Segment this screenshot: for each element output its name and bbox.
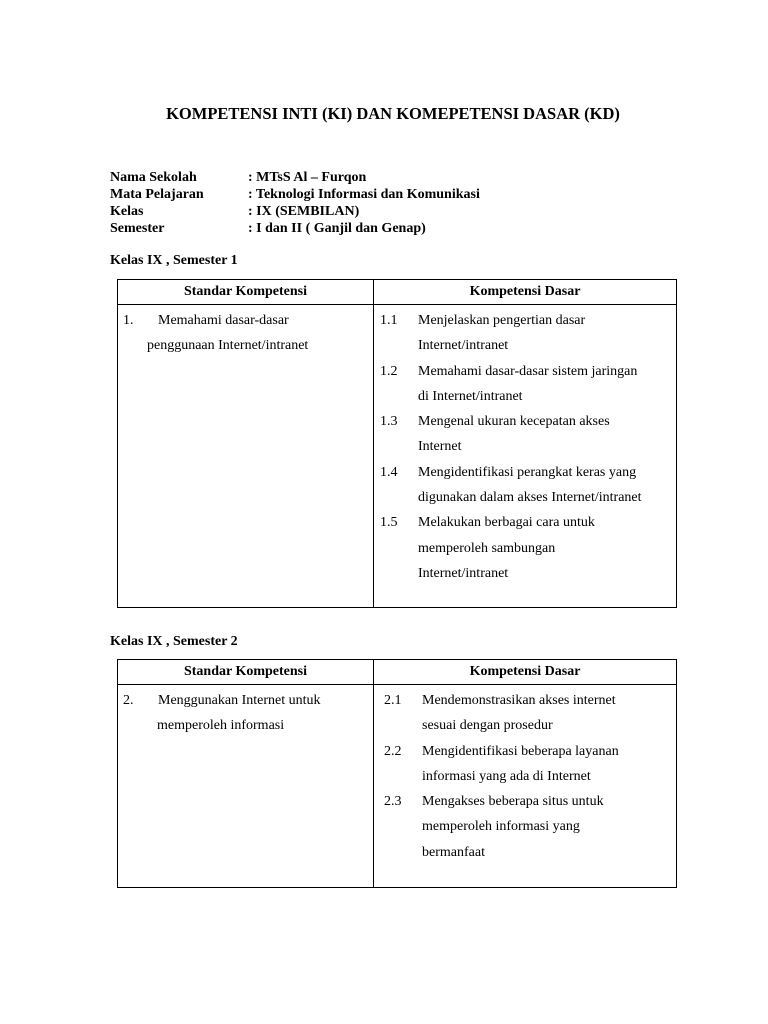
list-item	[380, 460, 676, 485]
meta-row-semester	[110, 220, 480, 237]
table-row	[118, 685, 677, 888]
header-standar-kompetensi: Standar Kompetensi	[118, 660, 374, 685]
kd-text: sesuai dengan prosedur	[422, 718, 553, 734]
semester-1-table	[117, 279, 677, 608]
kd-text: Internet/intranet	[418, 338, 509, 354]
sk-line: penggunaan Internet/intranet	[147, 338, 309, 353]
kd-text: Mengidentifikasi beberapa layanan	[422, 743, 619, 759]
list-item	[380, 308, 676, 333]
sk-line: memperoleh informasi	[157, 718, 285, 733]
sk-text: Menggunakan Internet untuk	[158, 693, 321, 708]
semester-2-table	[117, 659, 677, 888]
list-item	[380, 359, 676, 384]
list-item	[384, 739, 676, 764]
meta-row-school	[110, 169, 480, 186]
header-kompetensi-dasar: Kompetensi Dasar	[374, 660, 677, 685]
kd-text: Mengakses beberapa situs untuk	[422, 794, 604, 810]
list-item	[380, 409, 676, 434]
kd-text: Melakukan berbagai cara untuk	[418, 515, 595, 531]
standar-kompetensi-cell	[118, 685, 374, 888]
meta-value: : MTsS Al – Furqon	[248, 170, 367, 185]
kd-number: 1.5	[380, 515, 398, 531]
header-standar-kompetensi: Standar Kompetensi	[118, 280, 374, 305]
header-kompetensi-dasar: Kompetensi Dasar	[374, 280, 677, 305]
kd-text: Menjelaskan pengertian dasar	[418, 313, 586, 328]
kd-text: Mengenal ukuran kecepatan akses	[418, 414, 610, 430]
kd-number: 2.2	[384, 743, 402, 759]
meta-row-class	[110, 203, 480, 220]
kd-text: digunakan dalam akses Internet/intranet	[418, 490, 642, 506]
sk-text: Memahami dasar-dasar	[158, 313, 289, 328]
table-header-row	[118, 660, 677, 685]
kd-text: Memahami dasar-dasar sistem jaringan	[418, 363, 638, 379]
kd-text: Mengidentifikasi perangkat keras yang	[418, 464, 637, 480]
meta-value: : I dan II ( Ganjil dan Genap)	[248, 221, 426, 236]
list-item	[380, 510, 676, 535]
kd-text: informasi yang ada di Internet	[422, 768, 591, 784]
list-item	[384, 789, 676, 814]
meta-label: Kelas	[110, 204, 144, 219]
meta-value: : Teknologi Informasi dan Komunikasi	[248, 187, 480, 202]
meta-row-subject	[110, 186, 480, 203]
kd-text: di Internet/intranet	[418, 388, 523, 404]
kd-number: 1.2	[380, 363, 398, 379]
kd-text: bermanfaat	[422, 844, 485, 860]
semester-2-label: Kelas IX , Semester 2	[110, 634, 238, 649]
kd-number: 1.3	[380, 414, 398, 430]
semester-1-label: Kelas IX , Semester 1	[110, 253, 238, 268]
list-item	[384, 688, 676, 713]
sk-number: 1.	[123, 313, 134, 328]
meta-label: Nama Sekolah	[110, 170, 197, 185]
document-title: KOMPETENSI INTI (KI) DAN KOMEPETENSI DASAR (KD)	[166, 104, 620, 123]
kompetensi-dasar-cell	[374, 305, 677, 608]
meta-label: Mata Pelajaran	[110, 187, 204, 202]
kd-number: 2.1	[384, 693, 402, 708]
school-info	[110, 169, 480, 237]
kd-text: memperoleh sambungan	[418, 540, 556, 556]
kd-text: memperoleh informasi yang	[422, 819, 580, 835]
sk-line	[123, 308, 373, 333]
table-header-row	[118, 280, 677, 305]
sk-number: 2.	[123, 693, 134, 708]
kd-text: Internet/intranet	[418, 565, 509, 581]
sk-line	[123, 688, 373, 713]
kd-number: 1.4	[380, 464, 398, 480]
kompetensi-dasar-cell	[374, 685, 677, 888]
standar-kompetensi-cell	[118, 305, 374, 608]
meta-value: : IX (SEMBILAN)	[248, 204, 360, 219]
kd-number: 1.1	[380, 313, 398, 328]
table-row	[118, 305, 677, 608]
kd-number: 2.3	[384, 794, 402, 810]
kd-text: Internet	[418, 439, 462, 455]
meta-label: Semester	[110, 221, 165, 236]
kd-text: Mendemonstrasikan akses internet	[422, 693, 616, 708]
